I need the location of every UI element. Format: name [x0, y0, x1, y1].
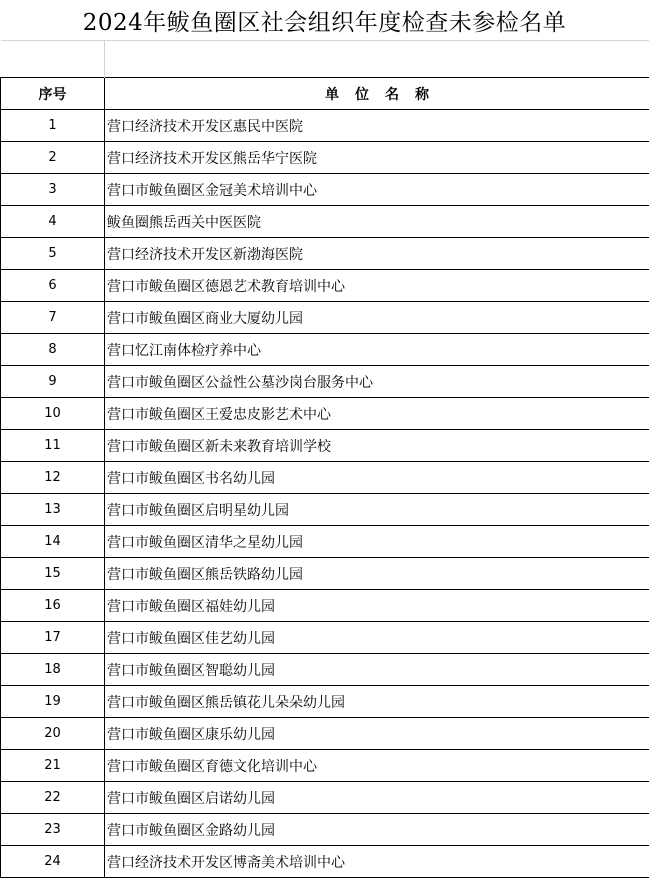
row-seq-cell[interactable]: 19 [1, 686, 105, 718]
table-row [1, 302, 649, 334]
row-seq-cell[interactable]: 17 [1, 622, 105, 654]
row-name-cell[interactable]: 营口市鲅鱼圈区金路幼儿园 [105, 814, 649, 846]
row-seq-cell[interactable]: 4 [1, 206, 105, 238]
table-row [1, 494, 649, 526]
row-name-cell[interactable]: 营口市鲅鱼圈区熊岳镇花儿朵朵幼儿园 [105, 686, 649, 718]
row-seq-cell[interactable]: 15 [1, 558, 105, 590]
row-name-cell[interactable]: 营口经济技术开发区新渤海医院 [105, 238, 649, 270]
row-seq-cell[interactable]: 16 [1, 590, 105, 622]
row-name-cell[interactable]: 营口市鲅鱼圈区新未来教育培训学校 [105, 430, 649, 462]
table-row [1, 814, 649, 846]
row-name-cell[interactable]: 鲅鱼圈熊岳西关中医医院 [105, 206, 649, 238]
row-seq-cell[interactable]: 13 [1, 494, 105, 526]
table-row [1, 206, 649, 238]
row-seq-cell[interactable]: 8 [1, 334, 105, 366]
row-seq-cell[interactable]: 24 [1, 846, 105, 878]
row-name-cell[interactable]: 营口市鲅鱼圈区书名幼儿园 [105, 462, 649, 494]
row-name-cell[interactable]: 营口市鲅鱼圈区商业大厦幼儿园 [105, 302, 649, 334]
row-seq-cell[interactable]: 11 [1, 430, 105, 462]
row-seq-cell[interactable]: 1 [1, 110, 105, 142]
table-row [1, 398, 649, 430]
row-seq-cell[interactable]: 18 [1, 654, 105, 686]
row-seq-cell[interactable]: 7 [1, 302, 105, 334]
row-name-cell[interactable]: 营口市鲅鱼圈区王爱忠皮影艺术中心 [105, 398, 649, 430]
header-row [1, 78, 649, 110]
blank-row [1, 41, 649, 78]
table-row [1, 622, 649, 654]
row-name-cell[interactable]: 营口市鲅鱼圈区清华之星幼儿园 [105, 526, 649, 558]
row-seq-cell[interactable]: 5 [1, 238, 105, 270]
row-name-cell[interactable]: 营口市鲅鱼圈区智聪幼儿园 [105, 654, 649, 686]
row-name-cell[interactable]: 营口经济技术开发区惠民中医院 [105, 110, 649, 142]
table-row [1, 654, 649, 686]
row-seq-cell[interactable]: 21 [1, 750, 105, 782]
header-seq[interactable]: 序号 [1, 78, 105, 110]
row-seq-cell[interactable]: 6 [1, 270, 105, 302]
row-seq-cell[interactable]: 20 [1, 718, 105, 750]
row-name-cell[interactable]: 营口经济技术开发区熊岳华宁医院 [105, 142, 649, 174]
blank-cell[interactable] [1, 41, 105, 78]
row-name-cell[interactable]: 营口市鲅鱼圈区康乐幼儿园 [105, 718, 649, 750]
row-name-cell[interactable]: 营口市鲅鱼圈区金冠美术培训中心 [105, 174, 649, 206]
table-row [1, 462, 649, 494]
table-row [1, 718, 649, 750]
row-name-cell[interactable]: 营口市鲅鱼圈区福娃幼儿园 [105, 590, 649, 622]
table-row [1, 782, 649, 814]
row-name-cell[interactable]: 营口市鲅鱼圈区启诺幼儿园 [105, 782, 649, 814]
row-seq-cell[interactable]: 14 [1, 526, 105, 558]
uninspected-organizations-table [0, 40, 649, 878]
row-seq-cell[interactable]: 12 [1, 462, 105, 494]
row-seq-cell[interactable]: 3 [1, 174, 105, 206]
row-name-cell[interactable]: 营口市鲅鱼圈区佳艺幼儿园 [105, 622, 649, 654]
row-seq-cell[interactable]: 10 [1, 398, 105, 430]
document-title: 2024年鲅鱼圈区社会组织年度检查未参检名单 [0, 0, 649, 40]
row-seq-cell[interactable]: 22 [1, 782, 105, 814]
table-row [1, 846, 649, 878]
table-row [1, 686, 649, 718]
table-row [1, 430, 649, 462]
table-row [1, 750, 649, 782]
row-name-cell[interactable]: 营口市鲅鱼圈区熊岳铁路幼儿园 [105, 558, 649, 590]
table-row [1, 590, 649, 622]
row-name-cell[interactable]: 营口忆江南体检疗养中心 [105, 334, 649, 366]
header-name[interactable]: 单位名称 [105, 78, 649, 110]
row-name-cell[interactable]: 营口经济技术开发区博斋美术培训中心 [105, 846, 649, 878]
table-row [1, 526, 649, 558]
row-seq-cell[interactable]: 2 [1, 142, 105, 174]
row-name-cell[interactable]: 营口市鲅鱼圈区启明星幼儿园 [105, 494, 649, 526]
table-row [1, 558, 649, 590]
row-seq-cell[interactable]: 23 [1, 814, 105, 846]
table-row [1, 142, 649, 174]
row-name-cell[interactable]: 营口市鲅鱼圈区公益性公墓沙岗台服务中心 [105, 366, 649, 398]
blank-cell[interactable] [105, 41, 649, 78]
table-row [1, 366, 649, 398]
table-row [1, 334, 649, 366]
row-name-cell[interactable]: 营口市鲅鱼圈区育德文化培训中心 [105, 750, 649, 782]
row-seq-cell[interactable]: 9 [1, 366, 105, 398]
table-row [1, 110, 649, 142]
table-row [1, 238, 649, 270]
table-row [1, 174, 649, 206]
table-row [1, 270, 649, 302]
row-name-cell[interactable]: 营口市鲅鱼圈区德恩艺术教育培训中心 [105, 270, 649, 302]
